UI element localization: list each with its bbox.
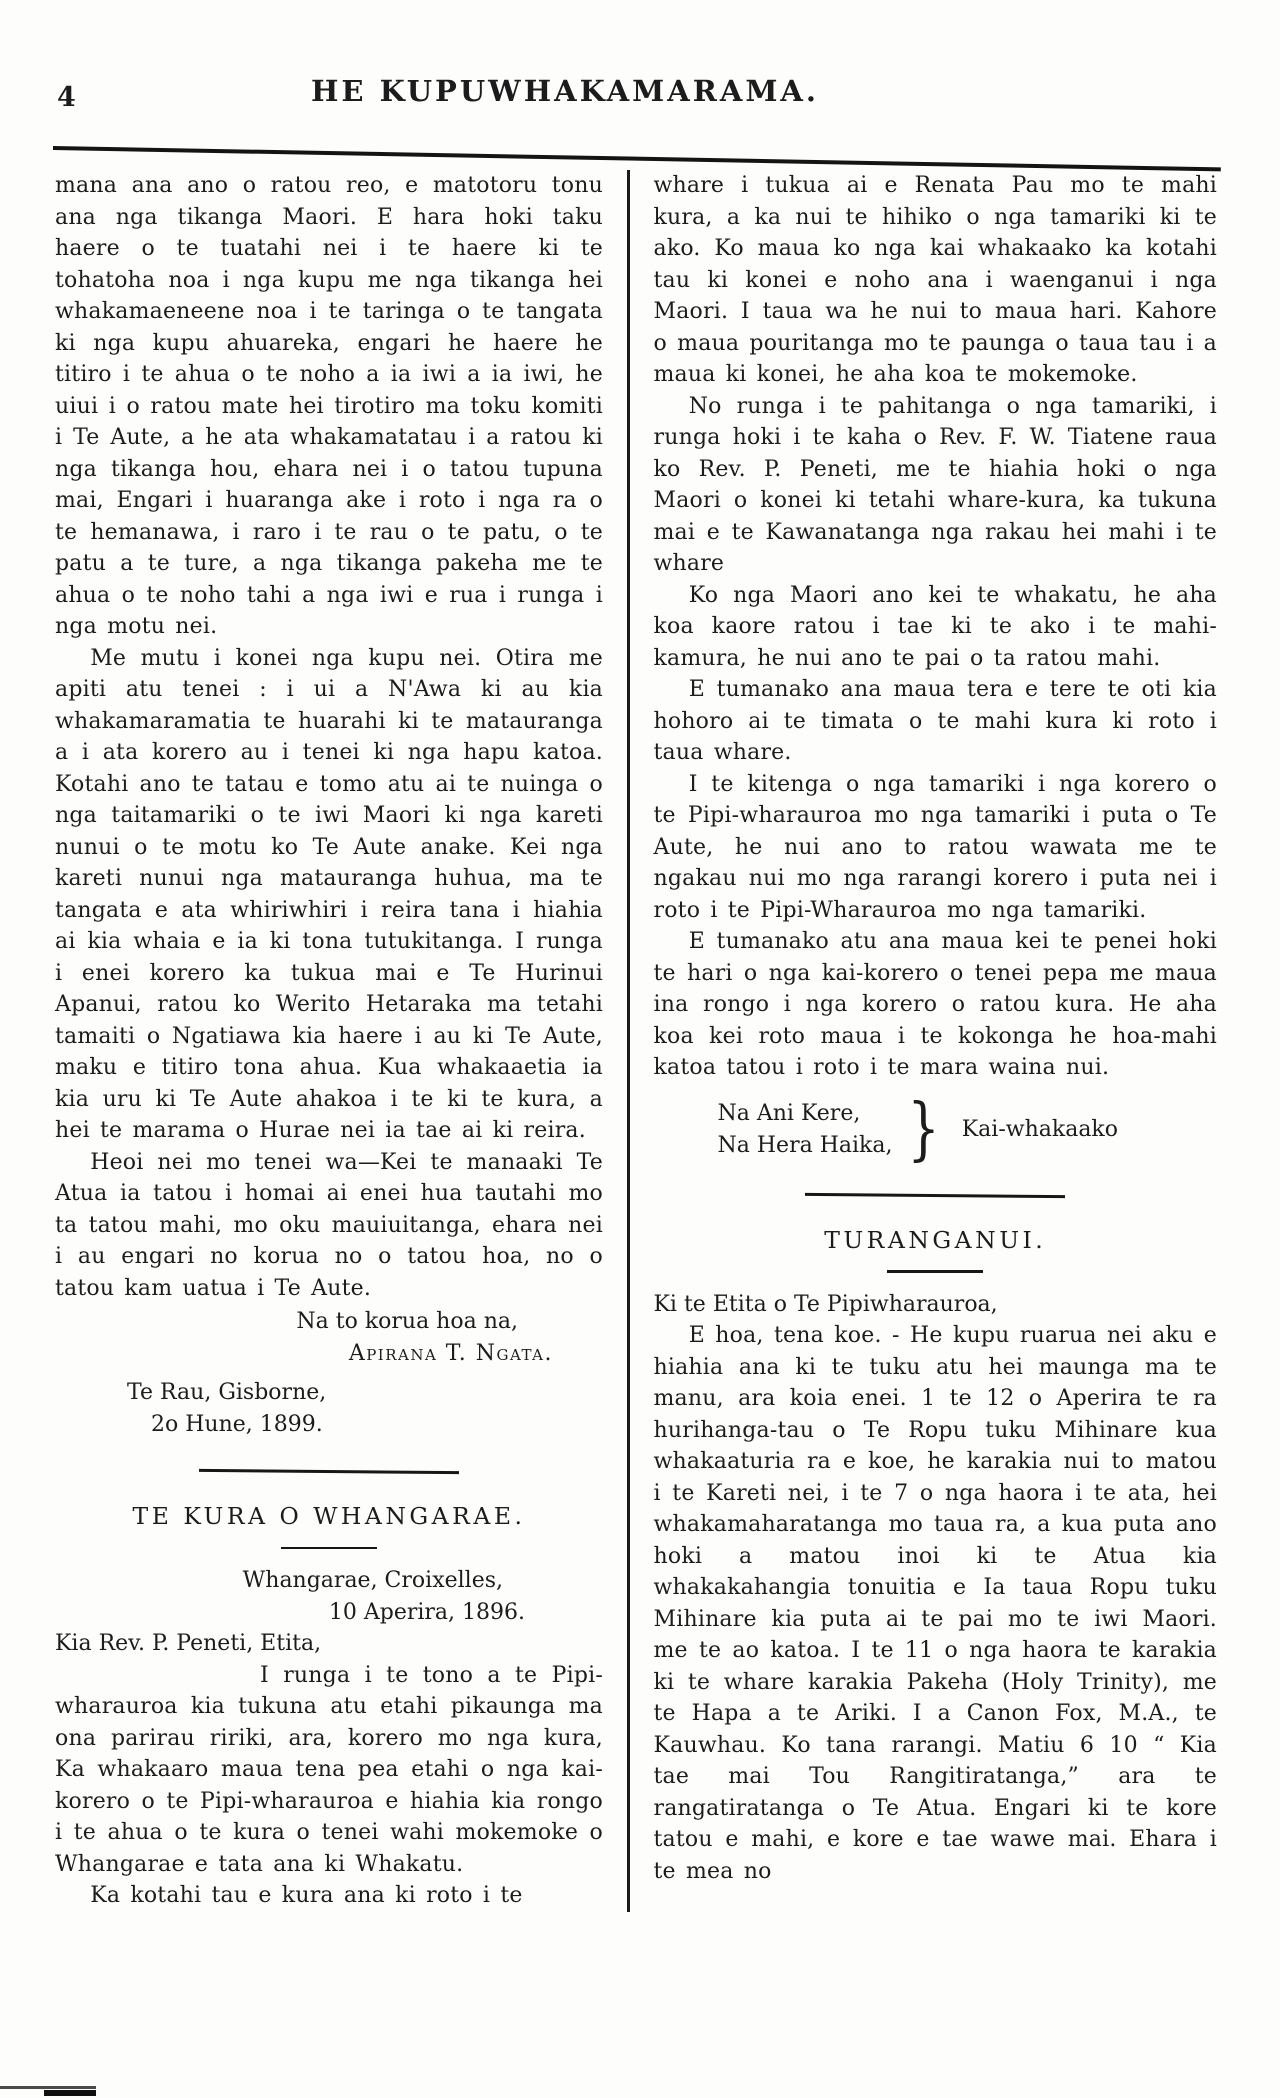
page-edge-artifact — [0, 2086, 96, 2089]
page-number: 4 — [57, 82, 76, 113]
article2-heading-underline — [281, 1547, 377, 1550]
page-edge-artifact — [44, 2090, 96, 2096]
brace-glyph: } — [907, 1089, 941, 1169]
article1-signature-name: Apirana T. Ngata. — [348, 1340, 553, 1366]
article2-dateline-place: Whangarae, Croixelles, — [242, 1568, 503, 1593]
article1-signature-place: Te Rau, Gisborne, — [127, 1380, 327, 1405]
article2-dateline-date: 10 Aperira, 1896. — [328, 1599, 525, 1625]
signatory-name-2: Na Hera Haika, — [717, 1132, 893, 1158]
signatory-names — [718, 1098, 893, 1161]
section-divider-rule — [805, 1192, 1065, 1197]
article3-heading-underline — [887, 1270, 983, 1273]
article1-paragraph-1: mana ana ano o ratou reo, e matotoru tonu ana nga tikanga Maori. E hara hoki taku haere o te tuatahi nei i te haere ki te tohatoha noa i nga kupu me nga tikanga hei whakamaeneene noa i te taringa o te tangata ki nga kupu ahuareka, engari he haere he titiro i te ahua o te noho a ia iwi a ia iwi, he uiui i o ratou mate hei tirotiro ma toku komiti i Te Aute, a he ata whakamatatau i a ratou ki nga tikanga hou, ehara nei i o tatou tupuna mai, Engari i huaranga ake i roto i nga ra o te hemanawa, i raro i te rau o te patu, o te patu a te ture, a nga tikanga pakeha me te ahua o te noho tahi a nga iwi e rua i runga i nga motu nei. — [55, 173, 603, 639]
article2cont-paragraph-6: E tumanako atu ana maua kei te penei hoki te hari o nga kai-korero o tenei pepa me maua ina rongo i nga korero o ratou kura. He aha koa kei roto maua i te kokonga he hoa-mahi katoa tatou i roto i te mara waina nui. — [653, 929, 1217, 1080]
article3-salutation: Ki te Etita o Te Pipiwharauroa, — [653, 1291, 998, 1317]
article-columns — [55, 170, 1217, 1912]
article2-heading: TE KURA O WHANGARAE. — [132, 1502, 526, 1530]
article1-paragraph-3: Heoi nei mo tenei wa—Kei te manaaki Te Atua ia tatou i homai ai enei hua tautahi mo ta tatou mahi, mo oku mauiuitanga, ehara nei i au engari no korua no o tatou hoa, no o tatou kam uatua i Te Aute. — [55, 1149, 603, 1301]
article1-paragraph-2: Me mutu i konei nga kupu nei. Otira me apiti atu tenei : i ui a N'Awa ki au kia whakamaramatia te huarahi ki te matauranga a i ata korero au i tenei ki nga hapu katoa. Kotahi ano te tatau e tomo atu ai te nuinga o nga taitamariki o te iwi Maori ki nga kareti nunui o te motu ko Te Aute anake. Kei nga kareti nunui nga matauranga huhua, ma te tangata e ata whiriwhiri i reira tana i hiahia ai kia whaia e ia ki tona tutukitanga. I runga i enei korero ka tukua mai e Te Hurinui Apanui, ratou ko Werito Hetaraka ma tetahi tamaiti o Ngatiawa kia haere i au ki Te Aute, maku e titiro tona ahua. Kua whakaaetia ia kia uru ki Te Aute ahakoa i te ki te kura, a hei te marama o Hurae nei ia tae ai ki reira. — [55, 645, 603, 1143]
article1-closing-line: Na to korua hoa na, — [296, 1309, 518, 1334]
section-divider-rule — [199, 1469, 459, 1474]
signatory-name-1: Na Ani Kere, — [717, 1101, 861, 1126]
article2-signature-block — [654, 1089, 1218, 1169]
right-column — [630, 170, 1218, 1912]
signature-role: Kai-whakaako — [961, 1116, 1119, 1142]
article2-paragraph-1: I runga i te tono a te Pipi-wharauroa kia tukuna atu etahi pikaunga ma ona parirau ririki, ara, korero mo nga kura, Ka whakaaro maua tena pea etahi o nga kai-korero o te Pipi-wharauroa e hiahia kia rongo i te ahua o te kura o tenei wahi mokemoke o Whangarae e tata ana ki Whakatu. — [55, 1662, 603, 1877]
header-rule — [53, 146, 1221, 171]
page-header — [55, 74, 1215, 113]
article2cont-paragraph-4: E tumanako ana maua tera e tere te oti kia hohoro ai te timata o te mahi kura ki roto i taua whare. — [653, 677, 1217, 765]
article2cont-paragraph-5: I te kitenga o nga tamariki i nga korero o te Pipi-wharauroa mo nga tamariki i puta o Te Aute, he nui ano to ratou wawata me te ngakau nui mo nga rarangi korero i puta nei i roto i te Pipi-Wharauroa mo nga tamariki. — [653, 771, 1217, 923]
article2-salutation: Kia Rev. P. Peneti, Etita, — [55, 1631, 322, 1656]
article1-signature-date: 2o Hune, 1899. — [151, 1411, 323, 1437]
masthead-title: HE KUPUWHAKAMARAMA. — [310, 74, 820, 108]
article2cont-paragraph-2: No runga i te pahitanga o nga tamariki, i runga hoki i te kaha o Rev. F. W. Tiatene raua ko Rev. P. Peneti, me te hiahia hoki o nga Maori o konei ki tetahi whare-kura, ka tukuna mai e te Kawanatanga nga rakau hei mahi i te whare — [653, 393, 1217, 576]
article3-heading: TURANGANUI. — [824, 1225, 1047, 1254]
left-column — [55, 170, 627, 1912]
article2cont-paragraph-3: Ko nga Maori ano kei te whakatu, he aha koa kaore ratou i tae ki te ako i te mahi-kamura, he nui ano te pai o ta ratou mahi. — [653, 582, 1217, 671]
article2cont-paragraph-1: whare i tukua ai e Renata Pau mo te mahi kura, a ka nui te hihiko o nga tamariki ki te ako. Ko maua ko nga kai whakaako ka kotahi tau ki konei e noho ana i waenganui i nga Maori. I taua wa he nui to maua hari. Kahore o maua pouritanga mo te paunga o taua tau i a maua ki konei, he aha koa te mokemoke. — [653, 173, 1217, 387]
article2-paragraph-2: Ka kotahi tau e kura ana ki roto i te — [90, 1883, 523, 1908]
article3-paragraph-1: E hoa, tena koe. - He kupu ruarua nei aku e hiahia ana ki te tuku atu hei maunga ma te manu, ara koia enei. 1 te 12 o Aperira te ra hurihanga-tau o Te Ropu tuku Mihinare kua whakaaturia ra e koe, he karakia nui to matou i te Kareti nei, i te 7 o nga haora i te ata, hei whakamaharatanga mo taua ra, a kua puta ano hoki a matou inoi ki te Atua kia whakakahangia tonuitia e Ia taua Ropu tuku Mihinare kia puta ai te pai mo te iwi Maori. me te ao katoa. I te 11 o nga haora te karakia ki te whare karakia Pakeha (Holy Trinity), me te Hapa a te Ariki. I a Canon Fox, M.A., te Kauwhau. Ko tana rarangi. Matiu 6 10 “ Kia tae mai Tou Rangitiratanga,” ara te rangatiratanga o Te Atua. Engari ki te kore tatou e mahi, e kore e tae wawe mai. Ehara i te mea no — [653, 1323, 1217, 1884]
